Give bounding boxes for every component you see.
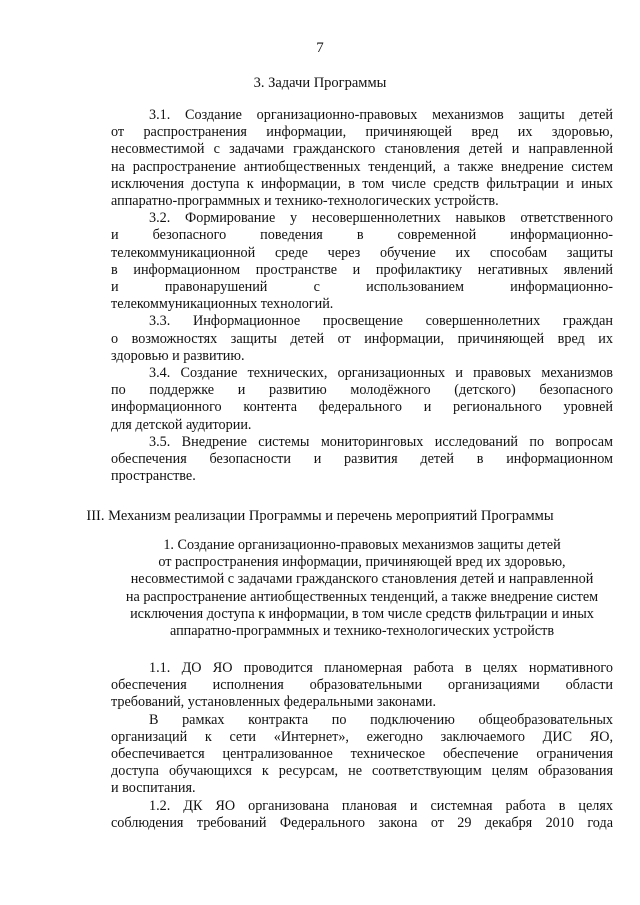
section-3-title: 3. Задачи Программы <box>253 75 387 91</box>
page-number: 7 <box>316 40 324 56</box>
paragraph-3-3: 3.3. Информационное просвещение совершеннолетних граждан о возможностях защиты детей от информации, причиняющей вред их здоровью и развитию. <box>111 313 613 364</box>
section-iii-title: III. Механизм реализации Программы и перечень мероприятий Программы <box>86 508 554 524</box>
paragraph-3-2: 3.2. Формирование у несовершеннолетних навыков ответственного и безопасного поведения в современной информационно- телекоммуникационной среде через обучение их способам защиты в информационном пространстве и профилактику негативных явлений и правонарушений с использованием информационно- телекоммуникационных технологий. <box>111 210 613 313</box>
paragraph-3-4: 3.4. Создание технических, организационных и правовых механизмов по поддержке и развитию молодёжного (детского) безопасного информационного контента федерального и регионального уровней для детской аудитории. <box>111 365 613 433</box>
section-3-body <box>111 107 613 485</box>
section-iii-subtitle <box>111 537 613 640</box>
section-iii-body <box>111 660 613 832</box>
paragraph-contract: В рамках контракта по подключению общеобразовательных организаций к сети «Интернет», ежегодно заключаемого ДИС ЯО, обеспечивается централизованное техническое обеспечение ограничения доступа обучающихся к ресурсам, не соответствующим целям образования и воспитания. <box>111 711 613 797</box>
paragraph-3-1: 3.1. Создание организационно-правовых механизмов защиты детей от распространения информации, причиняющей вред их здоровью, несовместимой с задачами гражданского становления детей и направленной на распространение антиобщественных тенденций, а также внедрение систем исключения доступа к информации, в том числе средств фильтрации и иных аппаратно-программных и технико-технологических устройств. <box>111 107 613 210</box>
subsection-1-title: 1. Создание организационно-правовых механизмов защиты детей от распространения информации, причиняющей вред их здоровью, несовместимой с задачами гражданского становления детей и направленной на распространение антиобщественных тенденций, а также внедрение систем исключения доступа к информации, в том числе средств фильтрации и иных аппаратно-программных и технико-технологических устройств <box>125 537 599 640</box>
paragraph-3-5: 3.5. Внедрение системы мониторинговых исследований по вопросам обеспечения безопасности и развития детей в информационном пространстве. <box>111 433 613 485</box>
paragraph-1-1: 1.1. ДО ЯО проводится планомерная работа в целях нормативного обеспечения исполнения образовательными организациями области требований, установленных федеральными законами. <box>111 660 613 711</box>
paragraph-1-2: 1.2. ДК ЯО организована плановая и системная работа в целях соблюдения требований Федерального закона от 29 декабря 2010 года <box>111 797 613 831</box>
